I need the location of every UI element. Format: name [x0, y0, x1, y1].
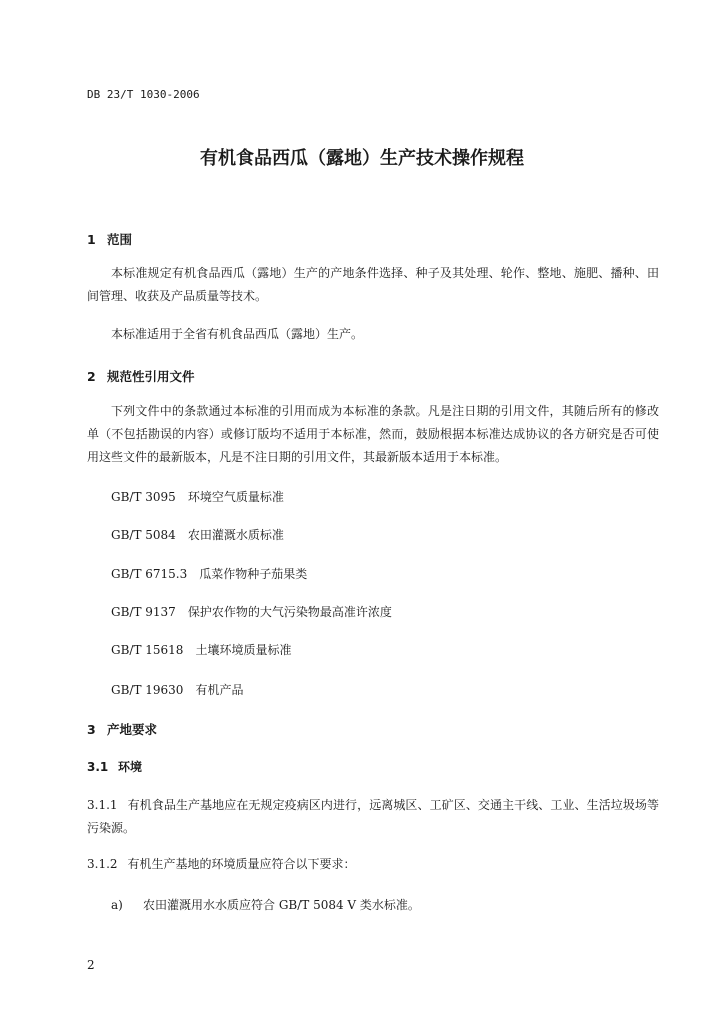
reference-title: 土壤环境质量标准: [195, 643, 292, 657]
section-number: 1: [87, 232, 96, 247]
reference-item: [111, 526, 284, 543]
reference-code: GB/T 19630: [111, 683, 184, 697]
reference-title: 有机产品: [195, 683, 244, 697]
reference-code: GB/T 5084: [111, 528, 176, 542]
reference-item: [111, 603, 392, 620]
list-item-text: 农田灌溉用水水质应符合 GB/T 5084 V 类水标准。: [143, 898, 420, 912]
clause-text: 有机食品生产基地应在无规定疫病区内进行，远离城区、工矿区、交通主干线、工业、生活垃圾场等污染源。: [87, 798, 659, 835]
clause-number: 3.1.1: [87, 798, 118, 812]
reference-item: [111, 681, 243, 698]
reference-item: [111, 565, 307, 582]
reference-code: GB/T 3095: [111, 490, 176, 504]
subsection-title: 环境: [118, 760, 143, 774]
clause-3-1-2: [87, 853, 659, 876]
reference-title: 环境空气质量标准: [187, 490, 284, 504]
section-title: 范围: [107, 232, 133, 247]
subsection-3-1-heading: [87, 758, 142, 775]
clause-3-1-1: [87, 794, 659, 840]
section-title: 规范性引用文件: [107, 369, 195, 384]
page-number: 2: [87, 958, 95, 972]
section-number: 3: [87, 722, 96, 737]
section-1-paragraph-1: 本标准规定有机食品西瓜（露地）生产的产地条件选择、种子及其处理、轮作、整地、施肥、播种、田间管理、收获及产品质量等技术。: [87, 266, 659, 303]
section-number: 2: [87, 369, 96, 384]
standard-code: DB 23/T 1030-2006: [87, 88, 200, 101]
reference-item: [111, 641, 291, 658]
reference-code: GB/T 9137: [111, 605, 176, 619]
clause-text: 有机生产基地的环境质量应符合以下要求：: [127, 857, 356, 871]
clause-number: 3.1.2: [87, 857, 118, 871]
list-item-a: [111, 896, 420, 913]
reference-item: [111, 488, 284, 505]
reference-title: 瓜菜作物种子茄果类: [199, 567, 308, 581]
reference-title: 保护农作物的大气污染物最高准许浓度: [187, 605, 392, 619]
reference-title: 农田灌溉水质标准: [187, 528, 284, 542]
subsection-number: 3.1: [87, 760, 109, 774]
list-marker: a): [111, 898, 123, 912]
section-1-heading: [87, 230, 132, 248]
reference-code: GB/T 15618: [111, 643, 184, 657]
section-1-paragraph-2: 本标准适用于全省有机食品西瓜（露地）生产。: [111, 327, 364, 341]
section-3-heading: [87, 720, 157, 738]
section-2-heading: [87, 367, 195, 385]
section-2-intro: 下列文件中的条款通过本标准的引用而成为本标准的条款。凡是注日期的引用文件，其随后所有的修改单（不包括勘误的内容）或修订版均不适用于本标准，然而，鼓励根据本标准达成协议的各方研究是否可使用这些文件的最新版本，凡是不注日期的引用文件，其最新版本适用于本标准。: [87, 404, 659, 464]
section-title: 产地要求: [107, 722, 158, 737]
reference-code: GB/T 6715.3: [111, 567, 188, 581]
document-title: 有机食品西瓜（露地）生产技术操作规程: [200, 148, 524, 169]
